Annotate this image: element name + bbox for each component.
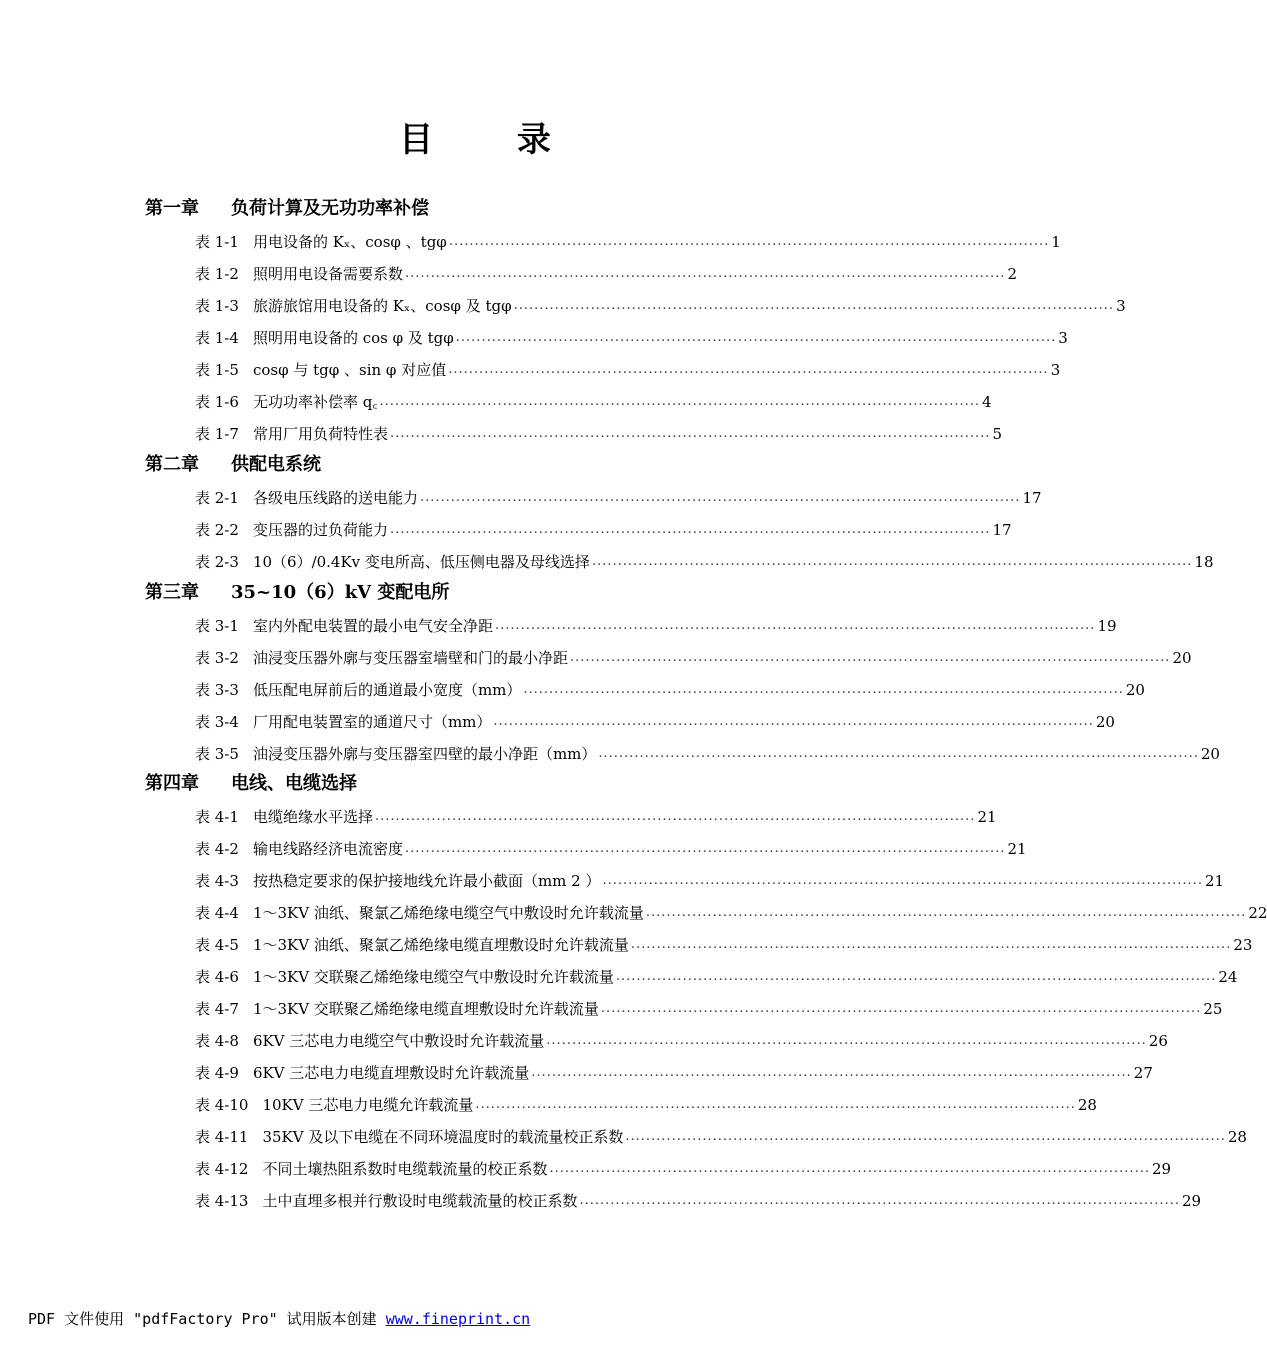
entry-page: 23	[1233, 936, 1253, 954]
toc-entry[interactable]	[195, 1061, 1153, 1083]
leader-dots: .....................................................................................................................	[513, 298, 1115, 313]
toc-entry[interactable]	[195, 805, 997, 827]
entry-page: 3	[1058, 329, 1068, 347]
leader-dots: .....................................................................................................................	[600, 1001, 1202, 1016]
leader-dots: .....................................................................................................................	[404, 841, 1006, 856]
entry-page: 29	[1181, 1192, 1202, 1210]
leader-dots: .....................................................................................................................	[448, 234, 1050, 249]
entry-page: 3	[1116, 297, 1126, 315]
chapter-number: 第一章	[145, 198, 199, 219]
entry-text: 油浸变压器外廓与变压器室四壁的最小净距（mm）	[252, 745, 597, 763]
leader-dots: .....................................................................................................................	[630, 937, 1232, 952]
entry-label: 表 4-8	[195, 1032, 239, 1050]
entry-label: 表 1-5	[195, 361, 239, 379]
entry-label: 表 4-2	[195, 840, 239, 858]
toc-entry[interactable]	[195, 294, 1126, 316]
leader-dots: .....................................................................................................................	[523, 682, 1124, 697]
entry-label: 表 4-10	[195, 1096, 249, 1114]
toc-entry[interactable]	[195, 1093, 1097, 1115]
toc-entry[interactable]	[195, 358, 1061, 380]
entry-text: 旅游旅馆用电设备的 Kₓ、cosφ 及 tgφ	[252, 297, 512, 315]
entry-label: 表 4-6	[195, 968, 239, 986]
toc-entry[interactable]	[195, 710, 1115, 732]
entry-page: 1	[1051, 233, 1061, 251]
toc-entry[interactable]	[195, 1125, 1247, 1147]
leader-dots: .....................................................................................................................	[602, 873, 1203, 888]
entry-page: 21	[977, 808, 997, 826]
leader-dots: .....................................................................................................................	[389, 426, 991, 441]
entry-page: 21	[1007, 840, 1027, 858]
entry-label: 表 4-4	[195, 904, 239, 922]
toc-entry[interactable]	[195, 965, 1238, 987]
entry-label: 表 3-4	[195, 713, 239, 731]
entry-text: cosφ 与 tgφ 、sin φ 对应值	[252, 361, 447, 379]
toc-entry[interactable]	[195, 1029, 1168, 1051]
entry-label: 表 1-2	[195, 265, 239, 283]
entry-text: 室内外配电装置的最小电气安全净距	[252, 617, 493, 635]
entry-page: 26	[1148, 1032, 1168, 1050]
entry-label: 表 1-4	[195, 329, 239, 347]
entry-page: 19	[1097, 617, 1117, 635]
toc-entry[interactable]	[195, 1189, 1202, 1211]
entry-label: 表 2-3	[195, 553, 239, 571]
chapter-number: 第三章	[145, 582, 199, 603]
toc-entry[interactable]	[195, 837, 1027, 859]
leader-dots: .....................................................................................................................	[645, 905, 1247, 920]
entry-text: 土中直埋多根并行敷设时电缆载流量的校正系数	[262, 1192, 578, 1210]
footer-link[interactable]: www.fineprint.cn	[385, 1310, 531, 1328]
toc-entry[interactable]	[195, 901, 1267, 923]
entry-page: 3	[1050, 361, 1061, 379]
leader-dots: .....................................................................................................................	[404, 266, 1006, 281]
entry-text: 输电线路经济电流密度	[252, 840, 403, 858]
toc-entry[interactable]	[195, 614, 1117, 636]
entry-text: 用电设备的 Kₓ、cosφ 、tgφ	[252, 233, 447, 251]
entry-page: 25	[1203, 1000, 1223, 1018]
entry-label: 表 2-1	[195, 489, 239, 507]
entry-text: 油浸变压器外廓与变压器室墙壁和门的最小净距	[252, 649, 568, 667]
chapter-number: 第二章	[145, 454, 199, 475]
footer-text: PDF 文件使用 "pdfFactory Pro" 试用版本创建	[28, 1310, 386, 1328]
toc-entry[interactable]	[195, 678, 1145, 700]
pdf-footer	[28, 1308, 530, 1329]
leader-dots: .....................................................................................................................	[389, 522, 991, 537]
toc-entry[interactable]	[195, 230, 1061, 252]
entry-label: 表 1-1	[195, 233, 239, 251]
entry-page: 20	[1172, 649, 1192, 667]
entry-text: 不同土壤热阻系数时电缆载流量的校正系数	[262, 1160, 548, 1178]
leader-dots: .....................................................................................................................	[615, 969, 1217, 984]
leader-dots: .....................................................................................................................	[546, 1033, 1147, 1048]
chapter-title: 电线、电缆选择	[231, 773, 357, 794]
leader-dots: .....................................................................................................................	[598, 746, 1199, 761]
entry-text: 1～3KV 交联聚乙烯绝缘电缆空气中敷设时允许载流量	[252, 968, 614, 986]
entry-text: 1～3KV 交联聚乙烯绝缘电缆直埋敷设时允许载流量	[252, 1000, 599, 1018]
entry-label: 表 4-11	[195, 1128, 249, 1146]
entry-label: 表 1-6	[195, 393, 239, 411]
toc-entry[interactable]	[195, 486, 1042, 508]
chapter-heading	[145, 581, 449, 605]
entry-label: 表 1-7	[195, 425, 239, 443]
toc-entry[interactable]	[195, 742, 1220, 764]
entry-text: 照明用电设备需要系数	[252, 265, 403, 283]
entry-text: 1～3KV 油纸、聚氯乙烯绝缘电缆空气中敷设时允许载流量	[252, 904, 644, 922]
entry-text: 照明用电设备的 cos φ 及 tgφ	[252, 329, 454, 347]
toc-entry[interactable]	[195, 1157, 1172, 1179]
leader-dots: .....................................................................................................................	[379, 394, 980, 409]
leader-dots: .....................................................................................................................	[531, 1065, 1132, 1080]
toc-entry[interactable]	[195, 646, 1192, 668]
entry-page: 18	[1194, 553, 1214, 571]
entry-label: 表 1-3	[195, 297, 239, 315]
leader-dots: .....................................................................................................................	[591, 554, 1193, 569]
entry-label: 表 4-3	[195, 872, 239, 890]
entry-text: 10（6）/0.4Kv 变电所高、低压侧电器及母线选择	[252, 553, 590, 571]
entry-page: 20	[1095, 713, 1115, 731]
entry-page: 28	[1227, 1128, 1247, 1146]
entry-label: 表 4-5	[195, 936, 239, 954]
entry-page: 28	[1077, 1096, 1097, 1114]
entry-text: 电缆绝缘水平选择	[252, 808, 373, 826]
entry-label: 表 4-12	[195, 1160, 249, 1178]
leader-dots: .....................................................................................................................	[625, 1129, 1226, 1144]
entry-text: 35KV 及以下电缆在不同环境温度时的载流量校正系数	[262, 1128, 624, 1146]
chapter-title: 35~10（6）kV 变配电所	[231, 582, 450, 603]
entry-page: 21	[1204, 872, 1225, 890]
toc-entry[interactable]	[195, 550, 1214, 572]
leader-dots: .....................................................................................................................	[494, 618, 1096, 633]
entry-page: 4	[981, 393, 992, 411]
entry-text: 变压器的过负荷能力	[252, 521, 388, 539]
page-title: 目 录	[399, 120, 587, 160]
entry-label: 表 3-2	[195, 649, 239, 667]
entry-label: 表 4-1	[195, 808, 239, 826]
entry-text: 1～3KV 油纸、聚氯乙烯绝缘电缆直埋敷设时允许载流量	[252, 936, 629, 954]
entry-label: 表 4-9	[195, 1064, 239, 1082]
toc-entry[interactable]	[195, 422, 1002, 444]
entry-text: 6KV 三芯电力电缆空气中敷设时允许载流量	[252, 1032, 545, 1050]
leader-dots: .....................................................................................................................	[448, 362, 1049, 377]
entry-label: 表 3-5	[195, 745, 239, 763]
entry-label: 表 4-13	[195, 1192, 249, 1210]
toc-entry[interactable]	[195, 518, 1012, 540]
chapter-number: 第四章	[145, 773, 199, 794]
entry-page: 24	[1218, 968, 1238, 986]
leader-dots: .....................................................................................................................	[374, 809, 976, 824]
chapter-title: 负荷计算及无功功率补偿	[231, 198, 429, 219]
leader-dots: .....................................................................................................................	[579, 1193, 1180, 1208]
entry-text: 按热稳定要求的保护接地线允许最小截面（mm 2 ）	[252, 872, 601, 890]
leader-dots: .....................................................................................................................	[549, 1161, 1150, 1176]
entry-text: 6KV 三芯电力电缆直埋敷设时允许载流量	[252, 1064, 530, 1082]
entry-label: 表 3-3	[195, 681, 239, 699]
entry-page: 29	[1151, 1160, 1172, 1178]
entry-page: 20	[1200, 745, 1220, 763]
entry-label: 表 3-1	[195, 617, 239, 635]
entry-page: 2	[1007, 265, 1017, 283]
entry-text: 厂用配电装置室的通道尺寸（mm）	[252, 713, 492, 731]
entry-text: 各级电压线路的送电能力	[252, 489, 418, 507]
chapter-heading	[145, 772, 357, 796]
leader-dots: .....................................................................................................................	[475, 1097, 1076, 1112]
entry-label: 表 4-7	[195, 1000, 239, 1018]
leader-dots: .....................................................................................................................	[569, 650, 1171, 665]
entry-label: 表 2-2	[195, 521, 239, 539]
toc-entry[interactable]	[195, 997, 1223, 1019]
leader-dots: .....................................................................................................................	[455, 330, 1057, 345]
chapter-title: 供配电系统	[231, 454, 321, 475]
entry-text: 10KV 三芯电力电缆允许载流量	[262, 1096, 474, 1114]
entry-page: 17	[992, 521, 1012, 539]
entry-text: 低压配电屏前后的通道最小宽度（mm）	[252, 681, 522, 699]
entry-page: 5	[992, 425, 1002, 443]
toc-entry[interactable]	[195, 326, 1068, 348]
chapter-heading	[145, 453, 321, 477]
toc-entry[interactable]	[195, 390, 992, 412]
entry-text: 常用厂用负荷特性表	[252, 425, 388, 443]
entry-page: 20	[1125, 681, 1145, 699]
entry-page: 17	[1022, 489, 1042, 507]
leader-dots: .....................................................................................................................	[419, 490, 1021, 505]
toc-entry[interactable]	[195, 933, 1253, 955]
entry-page: 22	[1248, 904, 1267, 922]
toc-entry[interactable]	[195, 262, 1017, 284]
toc-entry[interactable]	[195, 869, 1225, 891]
leader-dots: .....................................................................................................................	[493, 714, 1094, 729]
entry-text: 无功功率补偿率 q꜀	[252, 393, 378, 411]
chapter-heading	[145, 197, 429, 221]
entry-page: 27	[1133, 1064, 1153, 1082]
